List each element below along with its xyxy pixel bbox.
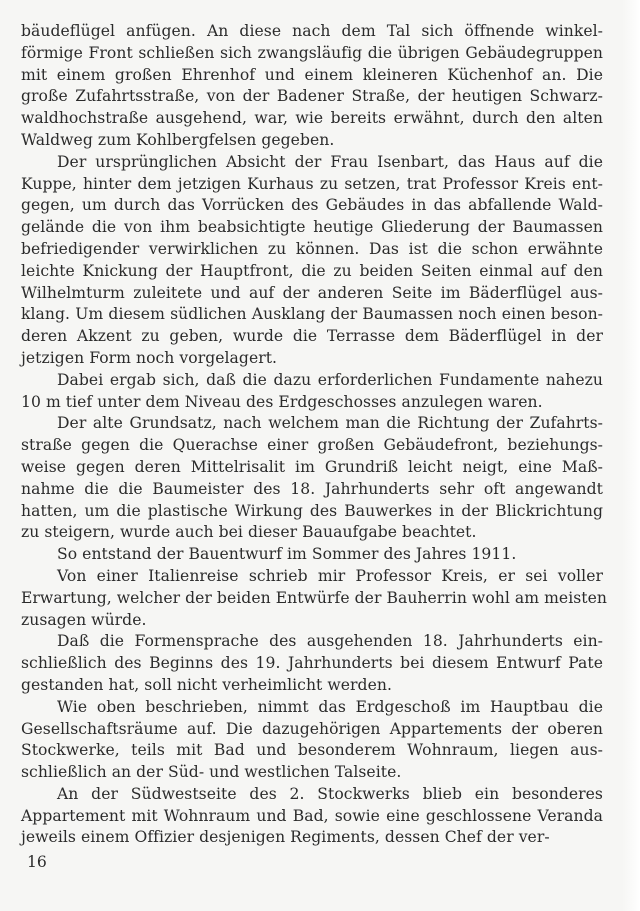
body-text — [21, 21, 607, 849]
text-line: schließlich des Beginns des 19. Jahrhunderts bei diesem Entwurf Pate — [21, 654, 603, 673]
text-line: Der ursprünglichen Absicht der Frau Isenbart, das Haus auf die — [57, 152, 603, 171]
text-line: nahme die die Baumeister des 18. Jahrhunderts sehr oft angewandt — [21, 479, 603, 498]
page-number: 16 — [27, 853, 47, 871]
text-line: Erwartung, welcher der beiden Entwürfe der Bauherrin wohl am meisten — [21, 588, 607, 607]
text-line: weise gegen deren Mittelrisalit im Grundriß leicht neigt, eine Maß- — [21, 457, 603, 476]
text-line: Dabei ergab sich, daß die dazu erforderlichen Fundamente nahezu — [57, 370, 603, 389]
text-line: zu steigern, wurde auch bei dieser Bauaufgabe beachtet. — [21, 523, 477, 542]
text-line: bäudeflügel anfügen. An diese nach dem Tal sich öffnende winkel- — [21, 22, 603, 40]
page-edge-shading — [622, 0, 640, 911]
text-line: Wie oben beschrieben, nimmt das Erdgeschoß im Hauptbau die — [57, 697, 603, 716]
text-line: An der Südwestseite des 2. Stockwerks blieb ein besonderes — [57, 784, 603, 803]
paragraph — [21, 370, 603, 414]
text-line: jetzigen Form noch vorgelagert. — [21, 348, 278, 367]
paragraph — [21, 21, 603, 152]
text-line: hatten, um die plastische Wirkung des Bauwerkes in der Blickrichtung — [21, 501, 603, 520]
text-line: jeweils einem Offizier desjenigen Regiments, dessen Chef der ver- — [21, 828, 550, 847]
paragraph — [21, 413, 603, 544]
paragraph — [21, 566, 607, 631]
text-line: gelände die von ihm beabsichtigte heutige Gliederung der Baumassen — [21, 218, 603, 237]
text-line: große Zufahrtsstraße, von der Badener Straße, der heutigen Schwarz- — [21, 87, 603, 106]
text-line: Appartement mit Wohnraum und Bad, sowie eine geschlossene Veranda — [21, 806, 603, 825]
paragraph — [21, 631, 603, 696]
text-line: 10 m tief unter dem Niveau des Erdgeschosses anzulegen waren. — [21, 392, 543, 411]
text-line: waldhochstraße ausgehend, war, wie bereits erwähnt, durch den alten — [21, 109, 603, 128]
text-line: Waldweg zum Kohlbergfelsen gegeben. — [21, 130, 335, 149]
paragraph — [21, 544, 603, 566]
text-line: Gesellschaftsräume auf. Die dazugehörigen Appartements der oberen — [21, 719, 603, 738]
text-line: Von einer Italienreise schrieb mir Professor Kreis, er sei voller — [57, 566, 603, 585]
text-line: klang. Um diesem südlichen Ausklang der Baumassen noch einen beson- — [21, 305, 603, 324]
paragraph — [21, 152, 603, 370]
text-line: Der alte Grundsatz, nach welchem man die Richtung der Zufahrts- — [57, 414, 603, 433]
text-line: Stockwerke, teils mit Bad und besonderem Wohnraum, liegen aus- — [21, 741, 603, 760]
text-line: schließlich an der Süd- und westlichen Talseite. — [21, 763, 402, 782]
text-line: zusagen würde. — [21, 610, 147, 629]
text-line: befriedigender verwirklichen zu können. Das ist die schon erwähnte — [21, 239, 603, 258]
text-line: deren Akzent zu geben, wurde die Terrasse dem Bäderflügel in der — [21, 327, 603, 346]
text-line: Daß die Formensprache des ausgehenden 18. Jahrhunderts ein- — [57, 632, 603, 651]
text-line: mit einem großen Ehrenhof und einem kleineren Küchenhof an. Die — [21, 65, 603, 84]
text-line: straße gegen die Querachse einer großen Gebäudefront, beziehungs- — [21, 436, 603, 455]
text-line: So entstand der Bauentwurf im Sommer des Jahres 1911. — [57, 545, 517, 564]
text-line: gegen, um durch das Vorrücken des Gebäudes in das abfallende Wald- — [21, 196, 603, 215]
text-line: Kuppe, hinter dem jetzigen Kurhaus zu setzen, trat Professor Kreis ent- — [21, 174, 603, 193]
paragraph — [21, 697, 603, 784]
paragraph — [21, 784, 603, 849]
text-line: leichte Knickung der Hauptfront, die zu beiden Seiten einmal auf den — [21, 261, 603, 280]
text-line: gestanden hat, soll nicht verheimlicht werden. — [21, 675, 392, 694]
text-line: Wilhelmturm zuleitete und auf der anderen Seite im Bäderflügel aus- — [21, 283, 603, 302]
text-line: förmige Front schließen sich zwangsläufig die übrigen Gebäudegruppen — [21, 43, 603, 62]
